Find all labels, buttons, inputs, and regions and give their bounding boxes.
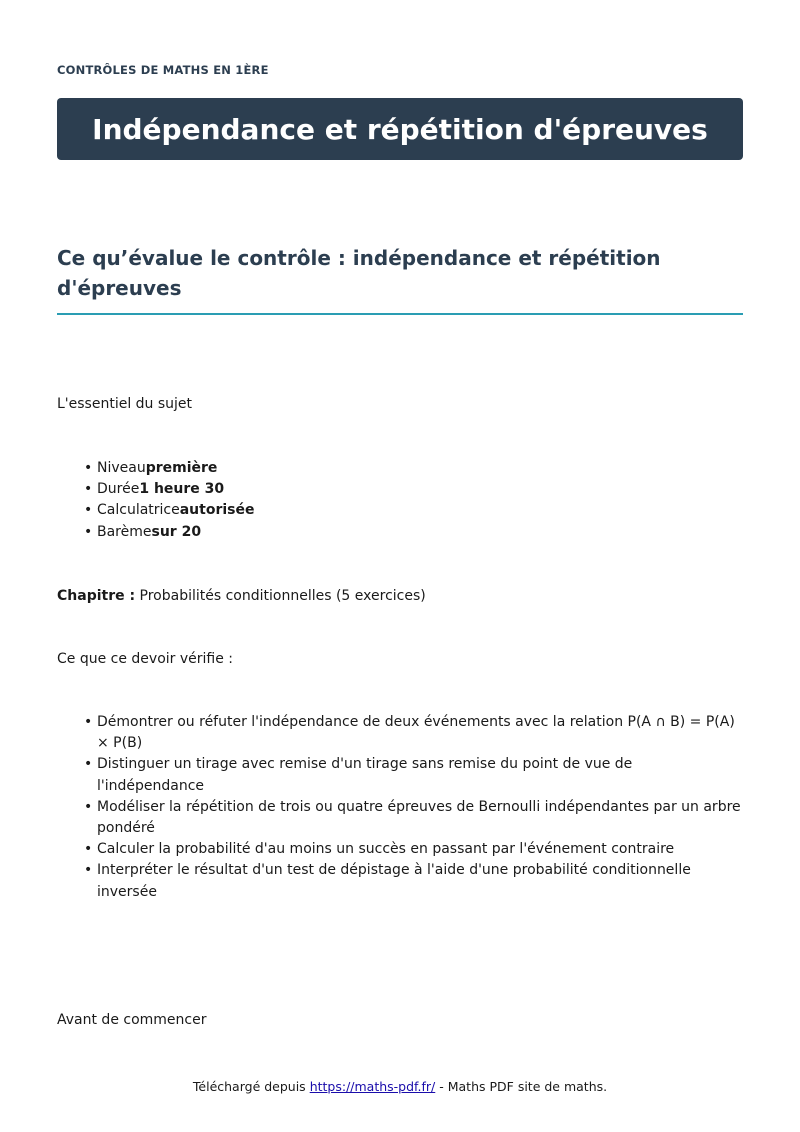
objectives-heading: Ce que ce devoir vérifie : — [57, 651, 234, 667]
summary-list — [57, 458, 743, 543]
footer-link[interactable]: https://maths-pdf.fr/ — [309, 1079, 436, 1094]
summary-item: • Barèmesur 20 — [57, 522, 743, 543]
objectives-list — [57, 712, 743, 903]
summary-item: • Calculatriceautorisée — [57, 500, 743, 521]
chapter-label: Chapitre : — [57, 588, 136, 604]
chapter-line — [57, 586, 426, 607]
section-title: Ce qu’évalue le contrôle : indépendance et répétition d'épreuves — [57, 243, 743, 315]
summary-item: • Niveaupremière — [57, 458, 743, 479]
objective-item: • Interpréter le résultat d'un test de dépistage à l'aide d'une probabilité conditionnelle inversée — [57, 860, 743, 902]
objective-item: • Calculer la probabilité d'au moins un succès en passant par l'événement contraire — [57, 839, 743, 860]
chapter-value: Probabilités conditionnelles (5 exercices) — [139, 588, 426, 604]
footer-prefix: Téléchargé depuis — [192, 1079, 306, 1094]
title-banner — [57, 98, 743, 160]
summary-item: • Durée1 heure 30 — [57, 479, 743, 500]
footer-suffix: - Maths PDF site de maths. — [439, 1079, 608, 1094]
before-start-heading: Avant de commencer — [57, 1012, 207, 1028]
top-label: CONTRÔLES DE MATHS EN 1ÈRE — [57, 63, 269, 77]
page-title: Indépendance et répétition d'épreuves — [92, 112, 708, 146]
summary-heading: L'essentiel du sujet — [57, 396, 193, 412]
objective-item: • Démontrer ou réfuter l'indépendance de deux événements avec la relation P(A ∩ B) = P(A) × P(B) — [57, 712, 743, 754]
footer — [0, 1079, 800, 1094]
objective-item: • Distinguer un tirage avec remise d'un tirage sans remise du point de vue de l'indépendance — [57, 754, 743, 796]
objective-item: • Modéliser la répétition de trois ou quatre épreuves de Bernoulli indépendantes par un arbre pondéré — [57, 797, 743, 839]
